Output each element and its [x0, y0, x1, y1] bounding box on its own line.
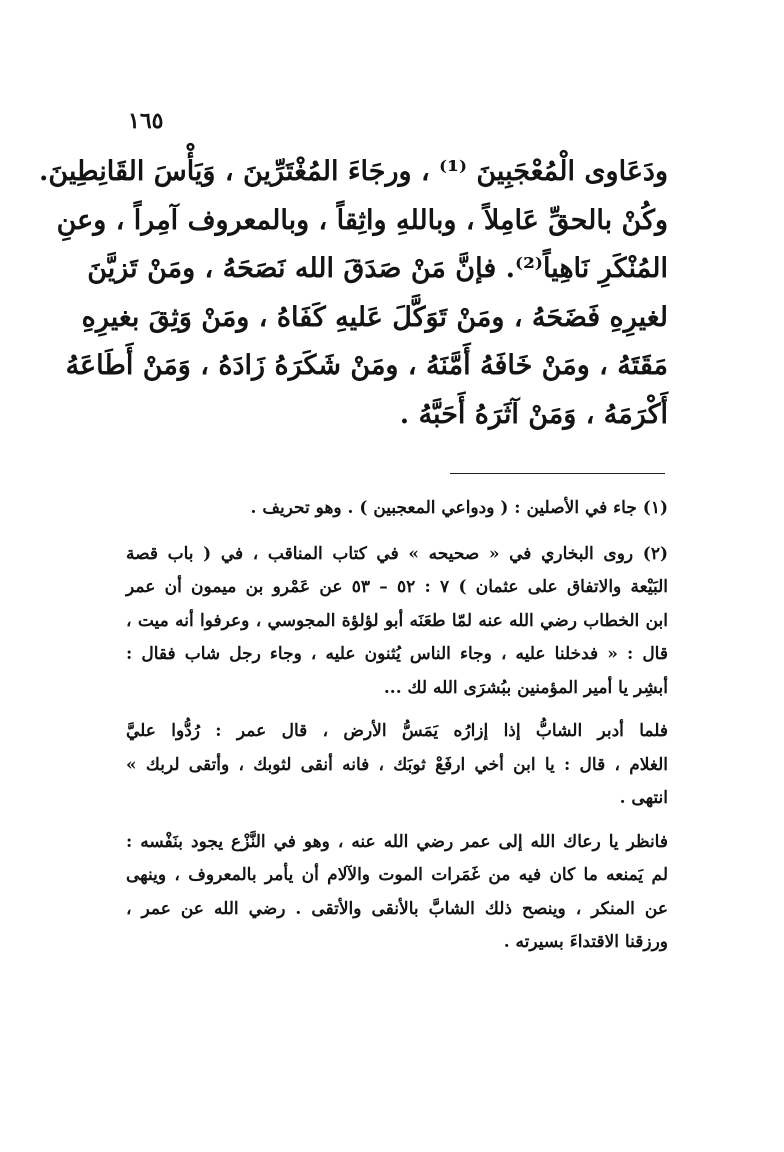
footnote-line: الغلام ، قال : يا ابن أخي ارفَعْ ثوبَك ، فانه أنقى لثوبك ، وأتقى لربك » — [126, 754, 668, 775]
footnote-line: البَيْعة والاتفاق على عثمان ) ٧ : ٥٢ – ٥٣ عن عَمْرو بن ميمون أن عمر — [126, 577, 668, 597]
footnote-line: فلما أدبر الشابُّ إذا إزارُه يَمَسُّ الأرض ، قال عمر : رُدُّوا عليَّ — [126, 721, 668, 741]
footnote-line: لم يَمنعه ما كان فيه من غَمَرات الموت والآلام أن يأمر بالمعروف ، وينهى — [126, 865, 668, 885]
footnote-2 — [126, 538, 668, 706]
main-text-line: المُنْكَرِ نَاهِياً⁽²⁾. فإنَّ مَنْ صَدَقَ الله نَصَحَهُ ، ومَنْ تَزيَّنَ — [87, 253, 668, 284]
footnotes — [126, 492, 668, 960]
footnote-line: قال : « فدخلنا عليه ، وجاء الناس يُثنون عليه ، وجاء رجل شاب فقال : — [126, 644, 668, 664]
footnote-line: عن المنكر ، وينصح ذلك الشابَّ بالأنقى والأتقى . رضي الله عن عمر ، — [126, 898, 668, 919]
footnote-line: انتهى . — [619, 788, 668, 808]
page-number: ١٦٥ — [128, 108, 164, 134]
footnote-line: ورزقنا الاقتداءَ بسيرته . — [503, 932, 668, 952]
main-text-line: ودَعَاوى الْمُعْجَبِينَ ⁽¹⁾ ، ورجَاءَ المُغْتَرِّينَ ، وَيَأْسَ القَانِطِينَ. — [38, 156, 668, 187]
footnote-line: (١) جاء في الأصلين : ( ودواعي المعجبين ) . وهو تحريف . — [250, 498, 668, 518]
main-text-line: وكُنْ بالحقِّ عَامِلاً ، وباللهِ واثِقاً ، وبالمعروف آمِراً ، وعنِ — [56, 204, 668, 236]
footnote-line: فانظر يا رعاك الله إلى عمر رضي الله عنه ، وهو في النَّزْع يجود بنَفْسه : — [126, 831, 668, 852]
footnote-line: ابن الخطاب رضي الله عنه لمّا طعَنَه أبو لؤلؤة المجوسي ، وعرفوا أنه ميت ، — [126, 610, 668, 631]
footnote-separator — [450, 473, 665, 474]
main-text — [38, 148, 668, 439]
main-text-line: لغيرِهِ فَضَحَهُ ، ومَنْ تَوَكَّلَ عَليهِ كَفَاهُ ، ومَنْ وَثِقَ بغيرِهِ — [81, 301, 668, 333]
footnote-line: (٢) روى البخاري في « صحيحه » في كتاب المناقب ، في ( باب قصة — [126, 543, 668, 564]
main-text-line: أَكْرَمَهُ ، وَمَنْ آثَرَهُ أَحَبَّهُ . — [399, 398, 668, 430]
footnote-2-continued — [126, 715, 668, 816]
footnote-2-commentary — [126, 826, 668, 960]
main-text-line: مَقَتَهُ ، ومَنْ خَافَهُ أَمَّنَهُ ، ومَنْ شَكَرَهُ زَادَهُ ، وَمَنْ أَطَاعَهُ — [65, 350, 668, 381]
footnote-line: أبشِر يا أمير المؤمنين ببُشرَى الله لك ... — [383, 677, 668, 698]
footnote-1 — [126, 492, 668, 526]
